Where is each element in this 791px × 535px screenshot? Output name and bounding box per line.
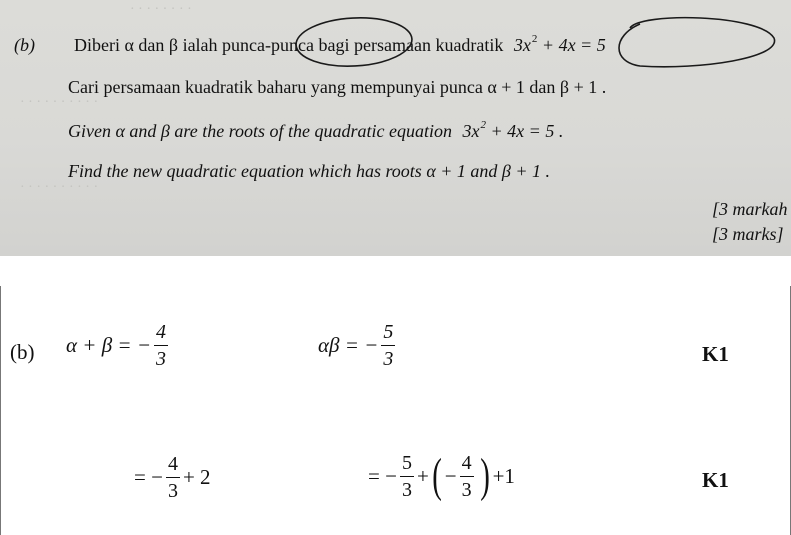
mark-k1-first: K1 xyxy=(702,342,729,366)
left-border xyxy=(0,286,1,535)
bleed-through-text: · · · · · · · · xyxy=(130,2,192,17)
new-product-fraction: $\frac{5}{3}$ xyxy=(401,451,412,501)
question-part-label: (b) xyxy=(14,35,35,55)
mark-k1-second: K1 xyxy=(702,468,729,492)
new-product-of-roots: = − $\frac{5}{3}$ + ( − $\frac{4}{3}$ ) +1 xyxy=(368,449,515,502)
question-line-english-1: Given α and β are the roots of the quadratic equation $3x^2 + 4x = 5$ . xyxy=(68,119,564,141)
question-line-malay-2: Cari persamaan kuadratik baharu yang mempunyai punca α + 1 dan β + 1 . xyxy=(68,77,607,97)
product-fraction: $\frac{5}{3}$ xyxy=(383,321,394,370)
question-line-english-2: Find the new quadratic equation which has roots α + 1 and β + 1 . xyxy=(68,161,551,181)
product-of-roots: αβ = − $\frac{5}{3}$ xyxy=(318,321,394,370)
new-sum-fraction: $\frac{4}{3}$ xyxy=(167,453,178,502)
circled-word: punca-punca xyxy=(222,35,314,55)
sum-of-roots: α + β = − $\frac{4}{3}$ xyxy=(66,321,166,370)
bleed-through-text: · · · · · · · · · · xyxy=(20,180,99,195)
question-photo xyxy=(0,0,791,256)
inner-fraction: $\frac{4}{3}$ xyxy=(461,451,472,501)
malay-given-text: Diberi α dan β ialah xyxy=(74,35,218,55)
malay-equation-text: bagi persamaan kuadratik xyxy=(318,35,504,55)
left-parenthesis: ( xyxy=(431,449,442,502)
new-sum-of-roots: = − $\frac{4}{3}$ + 2 xyxy=(134,453,211,502)
sum-fraction: $\frac{4}{3}$ xyxy=(156,321,166,370)
right-parenthesis: ) xyxy=(479,449,490,502)
marks-malay: [3 markah xyxy=(712,199,788,219)
scheme-part-label: (b) xyxy=(10,340,35,364)
bleed-through-text: · · · · · · · · · · xyxy=(20,95,99,110)
pen-annotation-circles xyxy=(0,0,791,80)
marks-english: [3 marks] xyxy=(712,224,784,244)
circled-equation: $3x^2 + 4x = 5$ xyxy=(513,33,606,55)
answer-scheme xyxy=(0,256,791,535)
